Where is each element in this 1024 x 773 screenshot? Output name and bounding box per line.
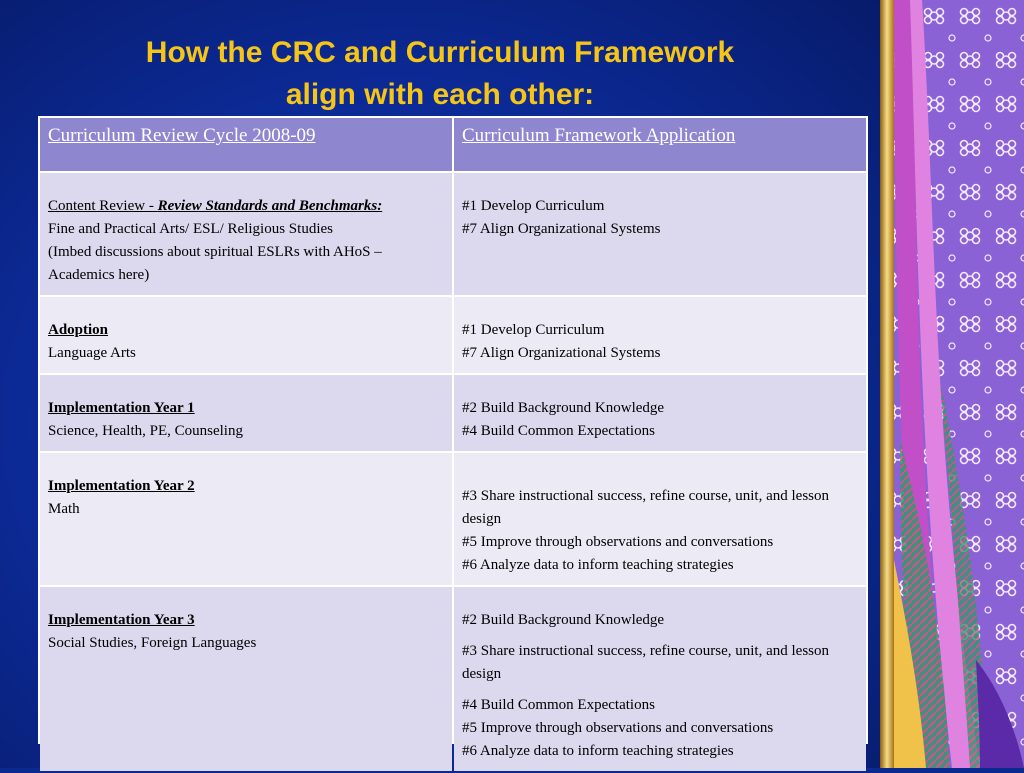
slide-title [40,32,840,116]
row-line: Social Studies, Foreign Languages [48,635,257,651]
decorative-border [880,0,1024,768]
framework-cell [454,375,866,451]
table-row [40,297,866,373]
framework-item: #2 Build Background Knowledge [462,400,665,416]
framework-cell [454,453,866,585]
framework-item: #7 Align Organizational Systems [462,221,661,237]
framework-item: #3 Share instructional success, refine course, unit, and lesson design [462,643,829,682]
alignment-table [38,116,868,759]
framework-cell [454,587,866,771]
table-row [40,587,866,771]
title-line-1: How the CRC and Curriculum Framework [145,36,735,69]
framework-item: #5 Improve through observations and conversations [462,534,774,550]
crc-cell [40,297,452,373]
crc-cell [40,587,452,771]
framework-item: #1 Develop Curriculum [462,198,605,214]
framework-item: #6 Analyze data to inform teaching strategies [462,743,734,759]
row-line: Fine and Practical Arts/ ESL/ Religious Studies [48,221,333,237]
table-row [40,453,866,585]
row-line: Science, Health, PE, Counseling [48,423,243,439]
column-header-framework: Curriculum Framework Application [454,118,866,171]
row-heading: Adoption [48,322,109,338]
row-heading: Implementation Year 3 [48,612,195,628]
table-row [40,375,866,451]
framework-item: #5 Improve through observations and conversations [462,720,774,736]
row-heading: Implementation Year 1 [48,400,195,416]
framework-item: #1 Develop Curriculum [462,322,605,338]
framework-item: #4 Build Common Expectations [462,697,655,713]
row-line: Language Arts [48,345,136,361]
row-heading-italic: Review Standards and Benchmarks: [157,198,383,214]
title-line-2: align with each other: [285,78,595,111]
crc-cell [40,375,452,451]
framework-item: #2 Build Background Knowledge [462,612,665,628]
row-line: (Imbed discussions about spiritual ESLRs with AHoS – Academics here) [48,244,382,283]
row-line: Math [48,501,80,517]
floral-pattern-icon [880,0,1024,768]
framework-item: #3 Share instructional success, refine course, unit, and lesson design [462,488,829,527]
column-header-crc: Curriculum Review Cycle 2008-09 [40,118,452,171]
crc-cell [40,453,452,585]
framework-cell [454,173,866,295]
row-heading: Content Review - [48,198,158,214]
framework-item: #7 Align Organizational Systems [462,345,661,361]
table-row [40,173,866,295]
framework-item: #4 Build Common Expectations [462,423,655,439]
crc-cell [40,173,452,295]
framework-item: #6 Analyze data to inform teaching strategies [462,557,734,573]
framework-cell [454,297,866,373]
row-heading: Implementation Year 2 [48,478,195,494]
table-header-row [40,118,866,171]
